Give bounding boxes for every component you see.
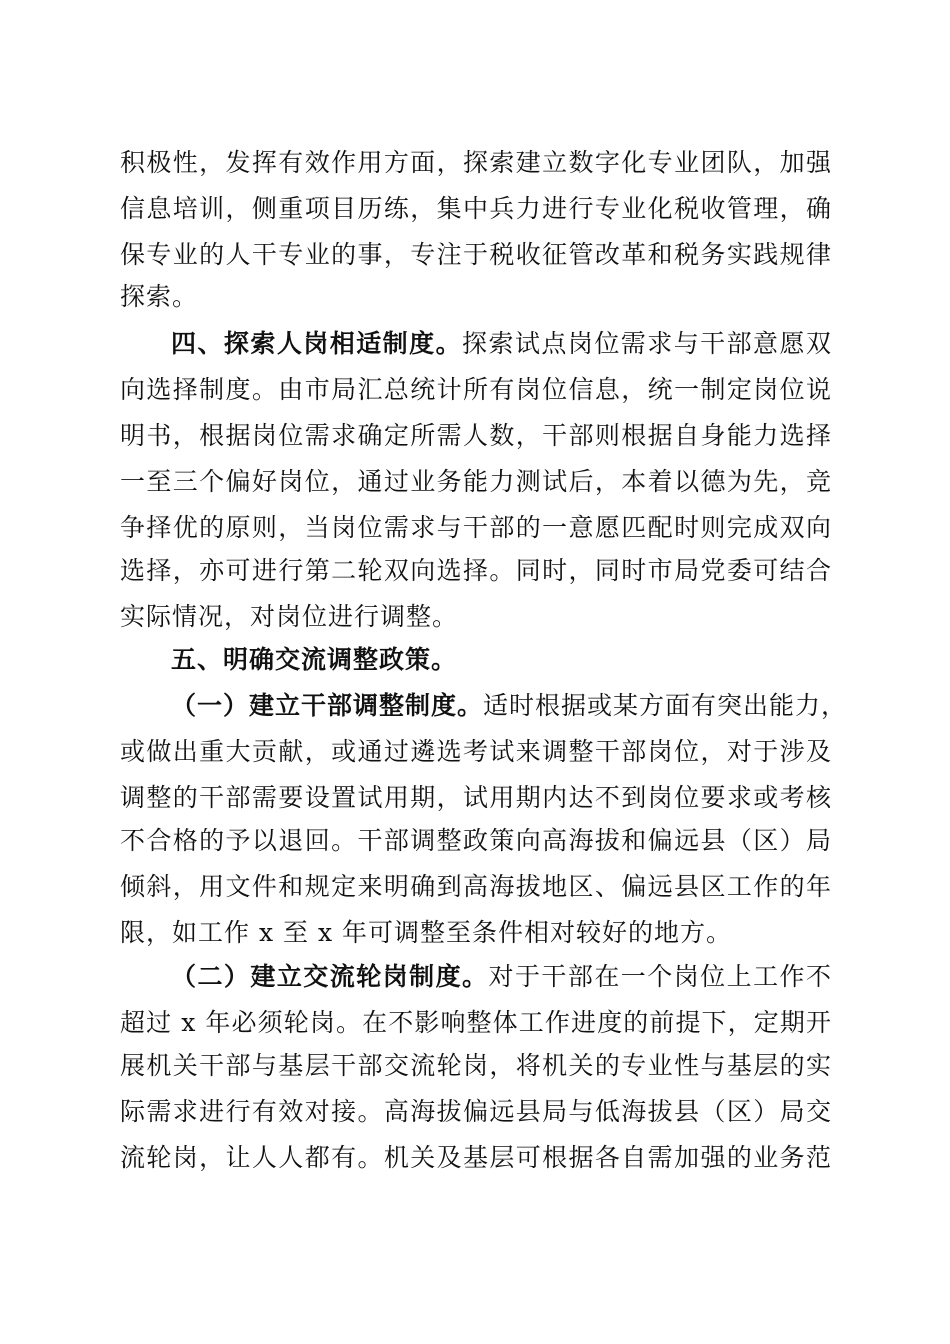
paragraph-4-line-6: 限，如工作 x 至 x 年可调整至条件相对较好的地方。 bbox=[120, 918, 732, 947]
paragraph-2-line-1 bbox=[171, 324, 832, 364]
paragraph-5-line-4: 际需求进行有效对接。高海拔偏远县局与低海拔县（区）局交 bbox=[120, 1097, 832, 1126]
paragraph-4-line-1 bbox=[171, 686, 848, 726]
paragraph-2-line-1-text: 探索试点岗位需求与干部意愿双 bbox=[462, 329, 832, 358]
paragraph-2-line-4: 一至三个偏好岗位，通过业务能力测试后，本着以德为先，竞 bbox=[120, 467, 832, 496]
paragraph-1-line-4: 探索。 bbox=[120, 282, 199, 311]
paragraph-5-line-3: 展机关干部与基层干部交流轮岗，将机关的专业性与基层的实 bbox=[120, 1051, 832, 1080]
paragraph-2-line-2: 向选择制度。由市局汇总统计所有岗位信息，统一制定岗位说 bbox=[120, 375, 832, 404]
paragraph-2-line-5: 争择优的原则，当岗位需求与干部的一意愿匹配时则完成双向 bbox=[120, 513, 832, 542]
paragraph-2-line-3: 明书，根据岗位需求确定所需人数，干部则根据自身能力选择 bbox=[120, 421, 832, 450]
paragraph-5-line-1 bbox=[171, 957, 832, 997]
paragraph-2-line-7: 实际情况，对岗位进行调整。 bbox=[120, 602, 459, 631]
subsection-one-heading: （一）建立干部调整制度。 bbox=[171, 691, 484, 720]
paragraph-2-line-6: 选择，亦可进行第二轮双向选择。同时，同时市局党委可结合 bbox=[120, 556, 832, 585]
paragraph-4-line-5: 倾斜，用文件和规定来明确到高海拔地区、偏远县区工作的年 bbox=[120, 872, 832, 901]
section-four-heading: 四、探索人岗相适制度。 bbox=[171, 329, 463, 358]
paragraph-5-line-5: 流轮岗，让人人都有。机关及基层可根据各自需加强的业务范 bbox=[120, 1143, 832, 1172]
paragraph-4-line-2: 或做出重大贡献，或通过遴选考试来调整干部岗位，对于涉及 bbox=[120, 737, 832, 766]
section-five-heading: 五、明确交流调整政策。 bbox=[171, 645, 458, 674]
subsection-two-heading: （二）建立交流轮岗制度。 bbox=[171, 962, 489, 991]
paragraph-1-line-2: 信息培训，侧重项目历练，集中兵力进行专业化税收管理，确 bbox=[120, 194, 832, 223]
paragraph-5-line-1-text: 对于干部在一个岗位上工作不 bbox=[488, 962, 832, 991]
paragraph-1-line-1: 积极性，发挥有效作用方面，探索建立数字化专业团队，加强 bbox=[120, 148, 832, 177]
paragraph-4-line-1-text: 适时根据或某方面有突出能力， bbox=[483, 691, 848, 720]
paragraph-1-line-3: 保专业的人干专业的事，专注于税收征管改革和税务实践规律 bbox=[120, 240, 832, 269]
paragraph-4-line-3: 调整的干部需要设置试用期，试用期内达不到岗位要求或考核 bbox=[120, 783, 832, 812]
paragraph-5-line-2: 超过 x 年必须轮岗。在不影响整体工作进度的前提下，定期开 bbox=[120, 1008, 832, 1037]
paragraph-4-line-4: 不合格的予以退回。干部调整政策向高海拔和偏远县（区）局 bbox=[120, 826, 832, 855]
